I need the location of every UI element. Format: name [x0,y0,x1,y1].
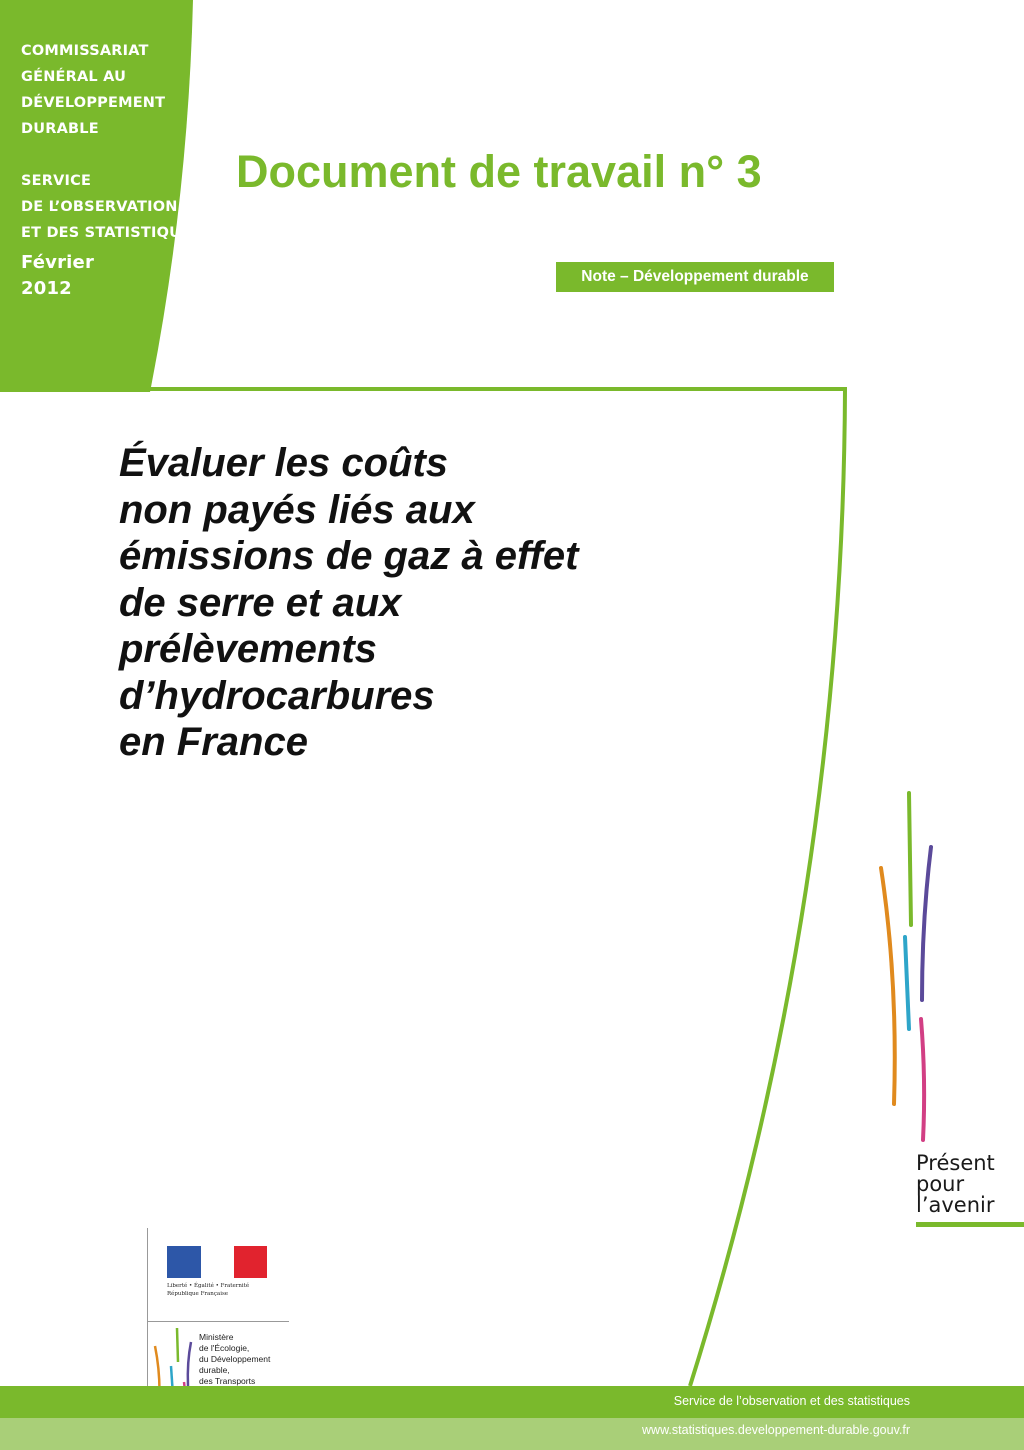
ministry-line-3: du Développement [199,1354,271,1364]
slogan-line-2: pour [916,1172,965,1196]
republic-motto: Liberté • Égalité • Fraternité [167,1283,250,1289]
org-line-2: GÉNÉRAL AU [21,69,127,85]
ministry-line-4: durable, [199,1365,230,1375]
main-title-line-6: d’hydrocarbures [119,673,435,718]
main-title-line-5: prélèvements [119,627,377,671]
org-line-3: DÉVELOPPEMENT [21,95,166,111]
main-title [119,440,679,766]
footer-service-text: Service de l’observation et des statistiques [673,1394,910,1408]
ministry-line-5: des Transports [199,1376,256,1386]
slogan [916,1153,995,1216]
main-title-line-4: de serre et aux [119,580,402,625]
logo-divider-horizontal [147,1321,289,1322]
main-title-line-2: non payés liés aux [119,487,475,532]
republic-name: République Française [167,1291,229,1297]
main-title-line-3: émissions de gaz à effet [119,534,579,578]
note-badge: Note – Développement durable [556,262,834,292]
date-month: Février [21,252,95,273]
footer-url-link[interactable]: www.statistiques.developpement-durable.gouv.fr [642,1423,910,1437]
ministry-line-1: Ministère [199,1332,234,1342]
service-line-1: SERVICE [21,173,92,189]
date-year: 2012 [21,278,72,299]
footer-service-bar [0,1386,1024,1418]
slogan-line-3: l’avenir [916,1193,995,1217]
service-line-3: ET DES STATISTIQUES [21,225,202,241]
french-flag-icon [167,1246,267,1278]
slogan-underline [916,1222,1024,1227]
ministry-line-2: de l'Écologie, [199,1343,250,1353]
org-line-1: COMMISSARIAT [21,43,149,59]
service-line-2: DE L’OBSERVATION [21,199,178,215]
org-line-4: DURABLE [21,121,99,137]
footer-url-bar [0,1418,1024,1450]
document-title: Document de travail n° 3 [236,146,762,197]
republic-text [167,1282,287,1298]
slogan-line-1: Présent [916,1151,995,1175]
main-title-line-7: en France [119,720,308,764]
main-title-line-1: Évaluer les coûts [119,441,449,485]
